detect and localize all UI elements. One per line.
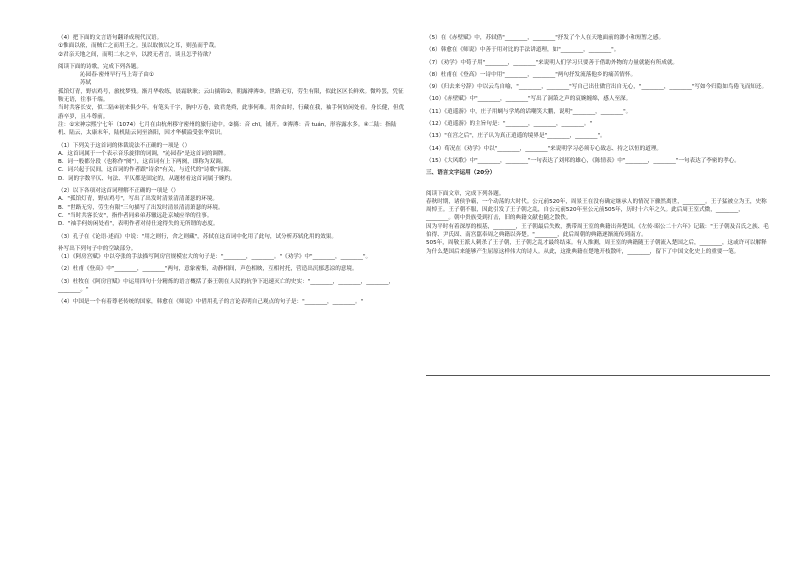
section-divider [426, 375, 770, 376]
left-text-line: 孤馆灯青，野店鸡号，旅枕梦残。渐月华收练，晨霜耿耿；云山摛锦②，朝露漙漙③。世路无穷，劳生有限，似此区区长鲜欢。微吟罢，凭征鞍无语，往事千端。 [58, 88, 404, 104]
left-text-line: B．"世路无穷，劳生有限"三句描写了出发时清景清清萧瑟的环境。 [58, 204, 224, 211]
left-text-line: （1）《阿房宫赋》中以夸张的手法描写阿房宫规模宏大的句子是："________，________。"《劝学》中"________，________"。 [58, 254, 372, 261]
right-text-line: （11）《逍遥游》中，庄子用蜩与学鸠的话嘲笑大鹏，说明"________，________"。 [426, 108, 632, 115]
left-text-line: A．"孤馆灯青，野店鸡号"，写出了出发时清景清清萧瑟的环境。 [58, 196, 219, 203]
left-text-line: （4）把下面的文言语句翻译成现代汉语。 [58, 35, 163, 41]
right-text-line: 春秋时期，诸侯争霸，一个动荡的大时代。公元前520年，周景王在没有确定继承人的情况下骤然离世，________。王子猛被立为王，史称周悼王。王子朝不服，因此引发了王子朝之乱，自公元前520年至公元前505年，历时十六年之久。此后周王室式微，________，________。朝中贵族受到打击，旧的典籍文献也随之散佚。 [426, 198, 767, 222]
left-text-line: D．"袖手何妨闲处看"，表明作者对待仕途得失的无所谓的态度。 [58, 221, 219, 228]
right-text-line: 阅读下面文章，完成下列各题。 [426, 190, 505, 197]
left-text-line: （3）孔子在《论语·述而》中说："用之则行，舍之则藏"，苏轼在这首词中化用了此句，试分析苏轼化用的效果。 [58, 233, 337, 240]
right-text-line: （7）《劝学》中荀子用"________，________"来说明人们学习只要善于借助外物的力量就能有所成就。 [426, 59, 679, 66]
left-text-line: （3）杜牧在《阿房宫赋》中运用四句十分精炼的语言概括了秦王朝在人民的抗争下迅速灭亡的史实："________，________，________，________。" [58, 278, 395, 294]
right-text-line: （9）《归去来兮辞》中以云鸟自喻，"________，________"写自己出仕做官出自无心，"________，________"写如今归隐如鸟倦飞而知还。 [426, 84, 768, 91]
right-text-line: 因为平时有着深厚的根基，________，王子朝最后失败，携带周王室的典籍出奔楚国。《左传·昭公二十六年》记载："王子朝及召氏之族、毛伯得、尹氏固、南宫嚚奉周之典籍以奔楚。"________，此后周朝的典籍逐渐流传到南方。 [426, 223, 769, 239]
right-text-line: 505年，周敬王派人刺杀了王子朝，王子朝之乱才最终结束。有人推测，周王室的典籍随王子朝流入楚国之后，________，这或许可以解释为什么楚国后来能够产生屈原这样伟大的诗人。从此，这批典籍在楚地开枝散叶，________，留下了中国文化史上的重要一笔。 [426, 240, 767, 255]
left-text-line: D．词的字数平仄、句法、平仄都是固定的，从题材看这首词属于婉约。 [58, 175, 236, 182]
left-text-line: （1）下列关于这首词的体裁说法不正确的一项是（） [58, 142, 191, 149]
right-text-line: （15）《大风歌》中"________，________"一句表达了刘邦的雄心，《陈情表》中"________，________"一句表达了李密的孝心。 [426, 157, 740, 164]
left-text-line: A．这首词属于一个表示音乐旋律的词调，"沁园春"是这首词的调牌。 [58, 150, 230, 157]
left-text-line: 沁园春·密州早行马上寄子由① [80, 72, 154, 79]
left-text-line: 当时共客长安，似二陆④初来俱少年。有笔头千字，胸中万卷，致君尧舜，此事何难。用舍由时，行藏在我，袖手何妨闲处看。身长健，但优游卒岁，且斗尊前。 [58, 105, 405, 120]
right-column [426, 34, 770, 256]
left-column [58, 34, 406, 307]
left-text-line: B．词一般都分段（也称作"阕"），这首词有上下两阕，即称为双调。 [58, 159, 227, 166]
right-text-line: （12）《逍遥游》的主旨句是："________，________，________。" [426, 121, 593, 128]
left-text-line: ②君亲天地之间，而明二水之卒，以渡无者言，谈且怎乎待欲？ [58, 51, 215, 58]
right-text-line: （5）在《赤壁赋》中，苏轼借"________，________"抒发了个人在天地面前的渺小和短暂之感。 [426, 35, 665, 41]
left-text-line: 注：①宋神宗熙宁七年（1074）七月在由杭州移守密州的旅行途中。②摛：音 chī，铺开。③漙漙：音 tuán，形容露水多。④二陆：指陆机、陆云，太康末年，陆机陆云同至洛阳，因才华横溢受张华赏识。 [58, 121, 397, 137]
right-text-line: 三、语言文字运用（20分） [426, 170, 496, 177]
right-text-line: （8）杜甫在《登高》一诗中用"________，________"两句抒发流落他乡的痛苦情怀。 [426, 71, 637, 78]
left-text-line: （2）以下各项对这首词理解不正确的一项是（） [58, 188, 180, 195]
left-text-line: C．词兴起于民间，这首词的作者跟"诗余"有关，与近代的"诗歌"同源。 [58, 167, 235, 174]
left-text-line: 苏轼 [80, 80, 92, 87]
left-text-line: 阅读下面的诗歌，完成下列各题。 [58, 63, 142, 70]
left-text-line: 补写出下列句子中的空缺部分。 [58, 245, 137, 252]
right-text-line: （14）荀况在《劝学》中以"________，________"来说明学习必须专心致志、持之以恒的道理。 [426, 145, 663, 152]
left-text-line: （4）中国是一个有着尊老传统的国家，韩愈在《师说》中借用孔子的言论表明自己观点的句子是："________，________。" [58, 299, 364, 306]
spacer [426, 178, 770, 190]
left-text-line: C．"当时共客长安"，指作者同弟弟苏辙远赴京城应举的往事。 [58, 212, 213, 219]
right-text-line: （10）《赤壁赋》中"________，________"写出了洞箫之声的哀婉缠绵，感人至深。 [426, 96, 632, 103]
left-text-line: （2）杜甫《登高》中"________，________"两句，意象密集，动静相间，声色相映，互相衬托，营造出沉郁悲凉的意境。 [58, 266, 358, 273]
left-text-line: ①惟面以依，而贼亡之而用王之。虽以取彼以之耳，则虽而乎哉。 [58, 43, 220, 50]
right-text-line: （6）韩愈在《师说》中善于用对比的手法讲道理，如"________，________"。 [426, 47, 620, 54]
right-text-line: （13）"在宫之后"，庄子认为真正逍遥的境界是"________，________"。 [426, 133, 606, 140]
